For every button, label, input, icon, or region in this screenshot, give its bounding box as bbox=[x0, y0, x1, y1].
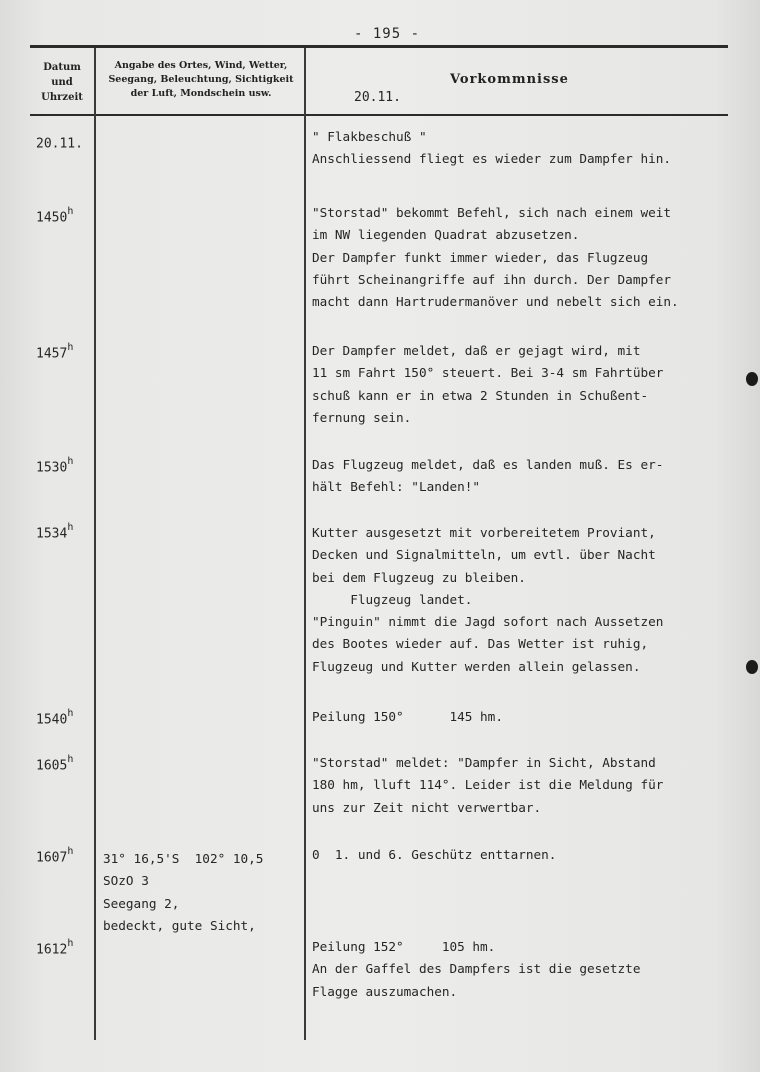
entry-text: Peilung 152° 105 hm. An der Gaffel des Dampfers ist die gesetzte Flagge auszumachen. bbox=[312, 939, 641, 999]
entry-time: 1457$^h$ bbox=[36, 342, 74, 362]
table-header-rule bbox=[30, 114, 728, 116]
entry-time: 1540$^h$ bbox=[36, 708, 74, 728]
entry-time: 1534$^h$ bbox=[36, 522, 74, 542]
table-top-rule bbox=[30, 45, 728, 48]
entry-text: "Storstad" bekommt Befehl, sich nach einem weit im NW liegenden Quadrat abzusetzen. Der Dampfer funkt immer wieder, das Flugzeug führt Scheinangriffe auf ihn durch. Der Dampfer macht dann Hartrudermanöver und nebelt sich ein. bbox=[312, 205, 679, 310]
entry-text: Das Flugzeug meldet, daß es landen muß. Es er- hält Befehl: "Landen!" bbox=[312, 457, 664, 495]
entry-text: " Flakbeschuß " Anschliessend fliegt es wieder zum Dampfer hin. bbox=[312, 129, 672, 167]
entry-time: 20.11. bbox=[36, 136, 83, 152]
entry-text: "Storstad" meldet: "Dampfer in Sicht, Abstand 180 hm, lluft 114°. Leider ist die Meldung für uns zur Zeit nicht verwertbar. bbox=[312, 755, 664, 815]
entry-time: 1450$^h$ bbox=[36, 206, 74, 226]
header-events-date: 20.11. bbox=[354, 90, 401, 105]
entry-time: 1605$^h$ bbox=[36, 754, 74, 774]
entry-time: 1612$^h$ bbox=[36, 938, 74, 958]
header-events-title: Vorkommnisse bbox=[450, 72, 569, 87]
column-divider-1 bbox=[94, 48, 96, 1040]
entry-text: Der Dampfer meldet, daß er gejagt wird, mit 11 sm Fahrt 150° steuert. Bei 3-4 sm Fahrtüber schuß kann er in etwa 2 Stunden in Schußent- fernung sein. bbox=[312, 343, 664, 425]
location-weather-note: 31° 16,5'S 102° 10,5 SOzO 3 Seegang 2, bedeckt, gute Sicht, bbox=[103, 851, 264, 933]
entry-text: Kutter ausgesetzt mit vorbereitetem Proviant, Decken und Signalmitteln, um evtl. über Nacht bei dem Flugzeug zu bleiben. Flugzeug landet. "Pinguin" nimmt die Jagd sofort nach Aussetzen des Bootes wieder auf. Das Wetter ist ruhig, Flugzeug und Kutter werden allein gelassen. bbox=[312, 525, 664, 674]
entry-text: Peilung 150° 145 hm. bbox=[312, 709, 503, 724]
punch-hole bbox=[746, 372, 758, 386]
header-location-weather: Angabe des Ortes, Wind, Wetter, Seegang, Beleuchtung, Sichtigkeit der Luft, Mondschein usw. bbox=[108, 60, 294, 99]
page-number: - 195 - bbox=[354, 26, 421, 42]
entry-text: 0 1. und 6. Geschütz enttarnen. bbox=[312, 847, 557, 862]
column-divider-2 bbox=[304, 48, 306, 1040]
entry-time: 1607$^h$ bbox=[36, 846, 74, 866]
header-date-time: Datum und Uhrzeit bbox=[41, 62, 83, 103]
entry-time: 1530$^h$ bbox=[36, 456, 74, 476]
punch-hole bbox=[746, 660, 758, 674]
